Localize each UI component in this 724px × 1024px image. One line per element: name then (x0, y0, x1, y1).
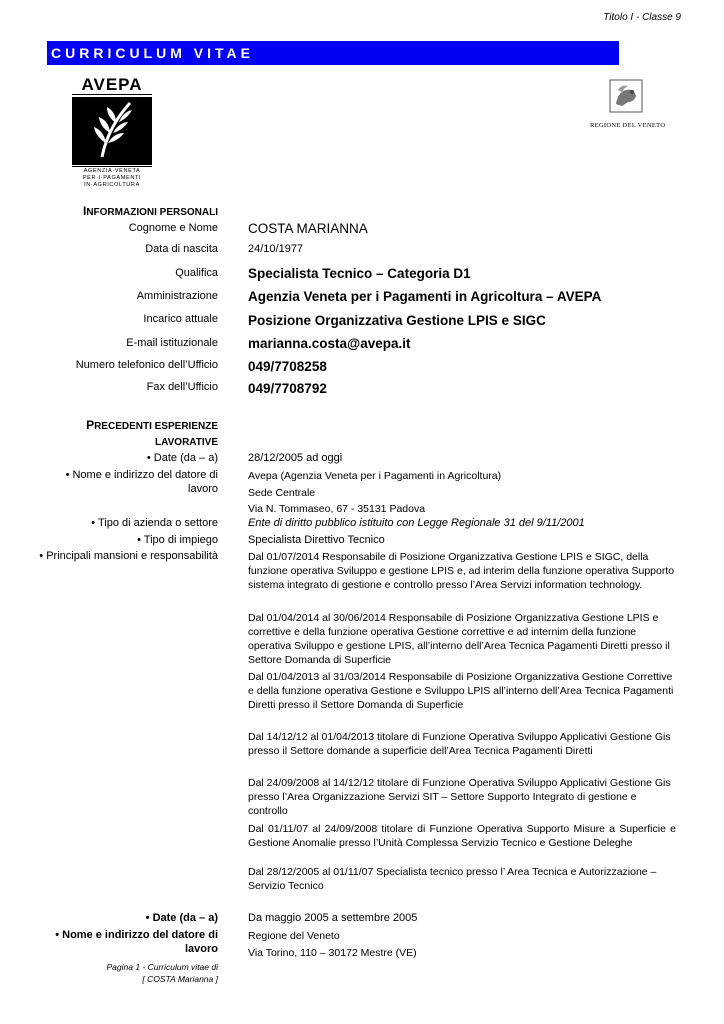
regione-veneto-label: REGIONE DEL VENETO (590, 122, 666, 129)
value-phone: 049/7708258 (248, 359, 327, 374)
label-job1-dates: • Date (da – a) (146, 452, 218, 464)
lion-emblem-icon (608, 78, 644, 114)
avepa-logo-sub-3: IN·AGRICOLTURA (84, 182, 140, 188)
job1-duty-6: Dal 01/11/07 al 24/09/2008 titolare di Funzione Operativa Supporto Misure a Superficie e Gestione Anomalie presso l’Unità Complessa Servizio Tecnico e Gestione Deleghe (248, 823, 676, 849)
value-job1-employer: Avepa (Agenzia Veneta per i Pagamenti in Agricoltura) Sede Centrale Via N. Tommaseo, 67 - 35131 Padova (248, 470, 502, 515)
value-birthdate: 24/10/1977 (248, 243, 304, 255)
job1-duty-1: Dal 01/07/2014 Responsabile di Posizione Organizzativa Gestione LPIS e SIGC, della funzione operativa Sviluppo e gestione LPIS e, ad interim della funzione operativa Supporto sistema integrato di gestione e controllo presso l’Area Servizi information technology. (248, 551, 675, 591)
avepa-logo-name: AVEPA (72, 76, 152, 95)
label-job2-employer: • Nome e indirizzo del datore di lavoro (55, 929, 218, 955)
label-name: Cognome e Nome (128, 222, 218, 234)
section-work-experience: PRECEDENTI ESPERIENZE LAVORATIVE (86, 418, 218, 448)
label-email: E-mail istituzionale (126, 337, 218, 349)
job1-duty-2: Dal 01/04/2014 al 30/06/2014 Responsabile di Posizione Organizzativa Gestione LPIS e correttive e della funzione operativa Gestione correttive e ad internim della funzione operativa Sviluppo e gestione LPIS, all’interno dell’Area Tecnica Pagamenti Diretti presso il Settore Domanda di Superficie (248, 612, 670, 666)
label-job1-sector: • Tipo di azienda o settore (91, 517, 218, 529)
value-current-role: Posizione Organizzativa Gestione LPIS e SIGC (248, 313, 546, 328)
value-administration: Agenzia Veneta per i Pagamenti in Agricoltura – AVEPA (248, 289, 602, 304)
job1-duty-5: Dal 24/09/2008 al 14/12/12 titolare di Funzione Operativa Sviluppo Applicativi Gestione Gis presso l’Area Organizzazione Servizi SIT – Settore Supporto Integrato di gestione e controllo (248, 777, 671, 817)
value-job2-dates: Da maggio 2005 a settembre 2005 (248, 912, 418, 924)
label-fax: Fax dell’Ufficio (146, 381, 218, 393)
job1-duty-4: Dal 14/12/12 al 01/04/2013 titolare di Funzione Operativa Sviluppo Applicativi Gestione Gis presso il Settore domande a superficie dell’Area Tecnica Pagamenti Diretti (248, 731, 671, 757)
label-job1-duties: • Principali mansioni e responsabilità (39, 550, 218, 562)
avepa-logo (72, 76, 152, 188)
value-job1-employment-type: Specialista Direttivo Tecnico (248, 534, 385, 546)
job1-duty-3: Dal 01/04/2013 al 31/03/2014 Responsabile di Posizione Organizzativa Gestione Correttive e della funzione operativa Gestione e Sviluppo LPIS all’interno dell’Area Tecnica Pagamenti Diretti presso il Settore Domanda di Superficie (248, 671, 674, 711)
value-email[interactable]: marianna.costa@avepa.it (248, 336, 411, 351)
label-job1-employment-type: • Tipo di impiego (137, 534, 218, 546)
label-job1-employer: • Nome e indirizzo del datore di lavoro (65, 469, 218, 495)
regione-veneto-logo (590, 78, 666, 134)
label-phone: Numero telefonico dell’Ufficio (75, 359, 218, 371)
label-birthdate: Data di nascita (145, 243, 218, 255)
value-job1-sector: Ente di diritto pubblico istituito con Legge Regionale 31 del 9/11/2001 (248, 517, 585, 529)
section-personal-info: INFORMAZIONI PERSONALI (82, 204, 218, 218)
job1-duty-7: Dal 28/12/2005 al 01/11/07 Specialista tecnico presso l’ Area Tecnica e Autorizzazione – Servizio Tecnico (248, 866, 657, 892)
avepa-logo-sub-2: PER·I·PAGAMENTI (82, 175, 142, 181)
label-job2-dates: • Date (da – a) (145, 912, 218, 924)
value-fax: 049/7708792 (248, 381, 327, 396)
value-qualification: Specialista Tecnico – Categoria D1 (248, 266, 471, 281)
value-name: COSTA MARIANNA (248, 221, 368, 236)
cv-title-bar: CURRICULUM VITAE (47, 41, 619, 65)
label-administration: Amministrazione (136, 290, 218, 302)
avepa-logo-sub-1: AGENZIA·VENETA (83, 168, 141, 174)
wheat-icon (72, 97, 152, 165)
document-reference: Titolo I - Classe 9 (603, 12, 681, 23)
label-qualification: Qualifica (175, 267, 218, 279)
value-job2-employer: Regione del Veneto Via Torino, 110 – 30172 Mestre (VE) (248, 930, 417, 959)
page-footer: Pagina 1 - Curriculum vitae di [ COSTA Marianna ] (106, 962, 218, 984)
value-job1-dates: 28/12/2005 ad oggi (248, 452, 343, 464)
label-current-role: Incarico attuale (143, 313, 218, 325)
